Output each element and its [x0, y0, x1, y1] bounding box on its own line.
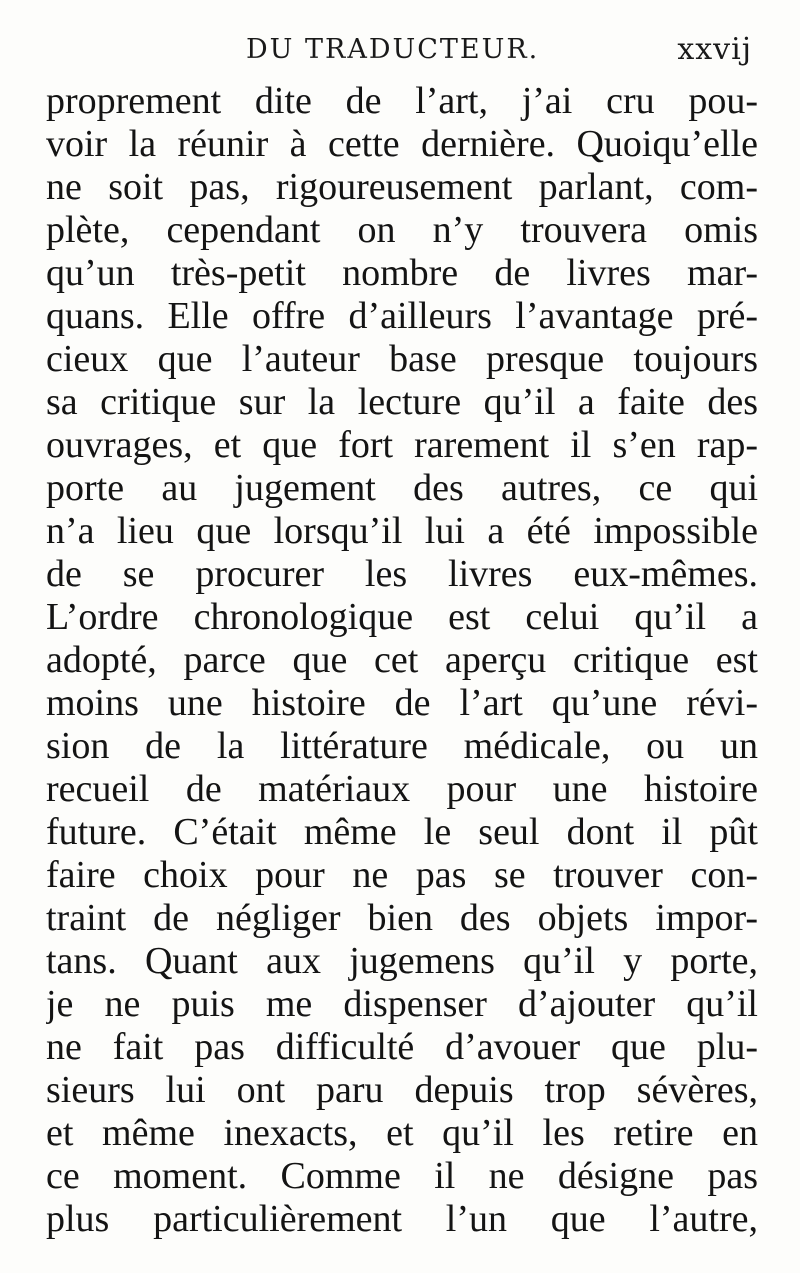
- text-line: ne fait pas difficulté d’avouer que plu-: [46, 1026, 758, 1068]
- text-line: plète, cependant on n’y trouvera omis: [46, 209, 758, 251]
- text-line: moins une histoire de l’art qu’une révi-: [46, 682, 758, 724]
- text-line: recueil de matériaux pour une histoire: [46, 768, 758, 810]
- text-line: de se procurer les livres eux-mêmes.: [46, 553, 758, 595]
- text-line: L’ordre chronologique est celui qu’il a: [46, 596, 758, 638]
- text-line: faire choix pour ne pas se trouver con-: [46, 854, 758, 896]
- text-line: ouvrages, et que fort rarement il s’en rap-: [46, 424, 758, 466]
- text-line: sieurs lui ont paru depuis trop sévères,: [46, 1069, 758, 1111]
- text-line: quans. Elle offre d’ailleurs l’avantage pré-: [46, 295, 758, 337]
- text-line: tans. Quant aux jugemens qu’il y porte,: [46, 940, 758, 982]
- body-text: [46, 80, 758, 1241]
- text-line: qu’un très-petit nombre de livres mar-: [46, 252, 758, 294]
- text-line: future. C’était même le seul dont il pût: [46, 811, 758, 853]
- text-line: voir la réunir à cette dernière. Quoiqu’elle: [46, 123, 758, 165]
- text-line: et même inexacts, et qu’il les retire en: [46, 1112, 758, 1154]
- text-line: proprement dite de l’art, j’ai cru pou-: [46, 80, 758, 122]
- text-line: cieux que l’auteur base presque toujours: [46, 338, 758, 380]
- text-line: plus particulièrement l’un que l’autre,: [46, 1198, 758, 1240]
- text-line: n’a lieu que lorsqu’il lui a été impossible: [46, 510, 758, 552]
- text-line: porte au jugement des autres, ce qui: [46, 467, 758, 509]
- text-line: sion de la littérature médicale, ou un: [46, 725, 758, 767]
- text-line: ce moment. Comme il ne désigne pas: [46, 1155, 758, 1197]
- text-line: je ne puis me dispenser d’ajouter qu’il: [46, 983, 758, 1025]
- running-head: [0, 34, 800, 74]
- text-line: traint de négliger bien des objets impor-: [46, 897, 758, 939]
- page-number: xxvij: [677, 32, 752, 67]
- text-line: sa critique sur la lecture qu’il a faite des: [46, 381, 758, 423]
- text-line: adopté, parce que cet aperçu critique est: [46, 639, 758, 681]
- text-line: ne soit pas, rigoureusement parlant, com-: [46, 166, 758, 208]
- running-title: DU TRADUCTEUR.: [246, 34, 540, 65]
